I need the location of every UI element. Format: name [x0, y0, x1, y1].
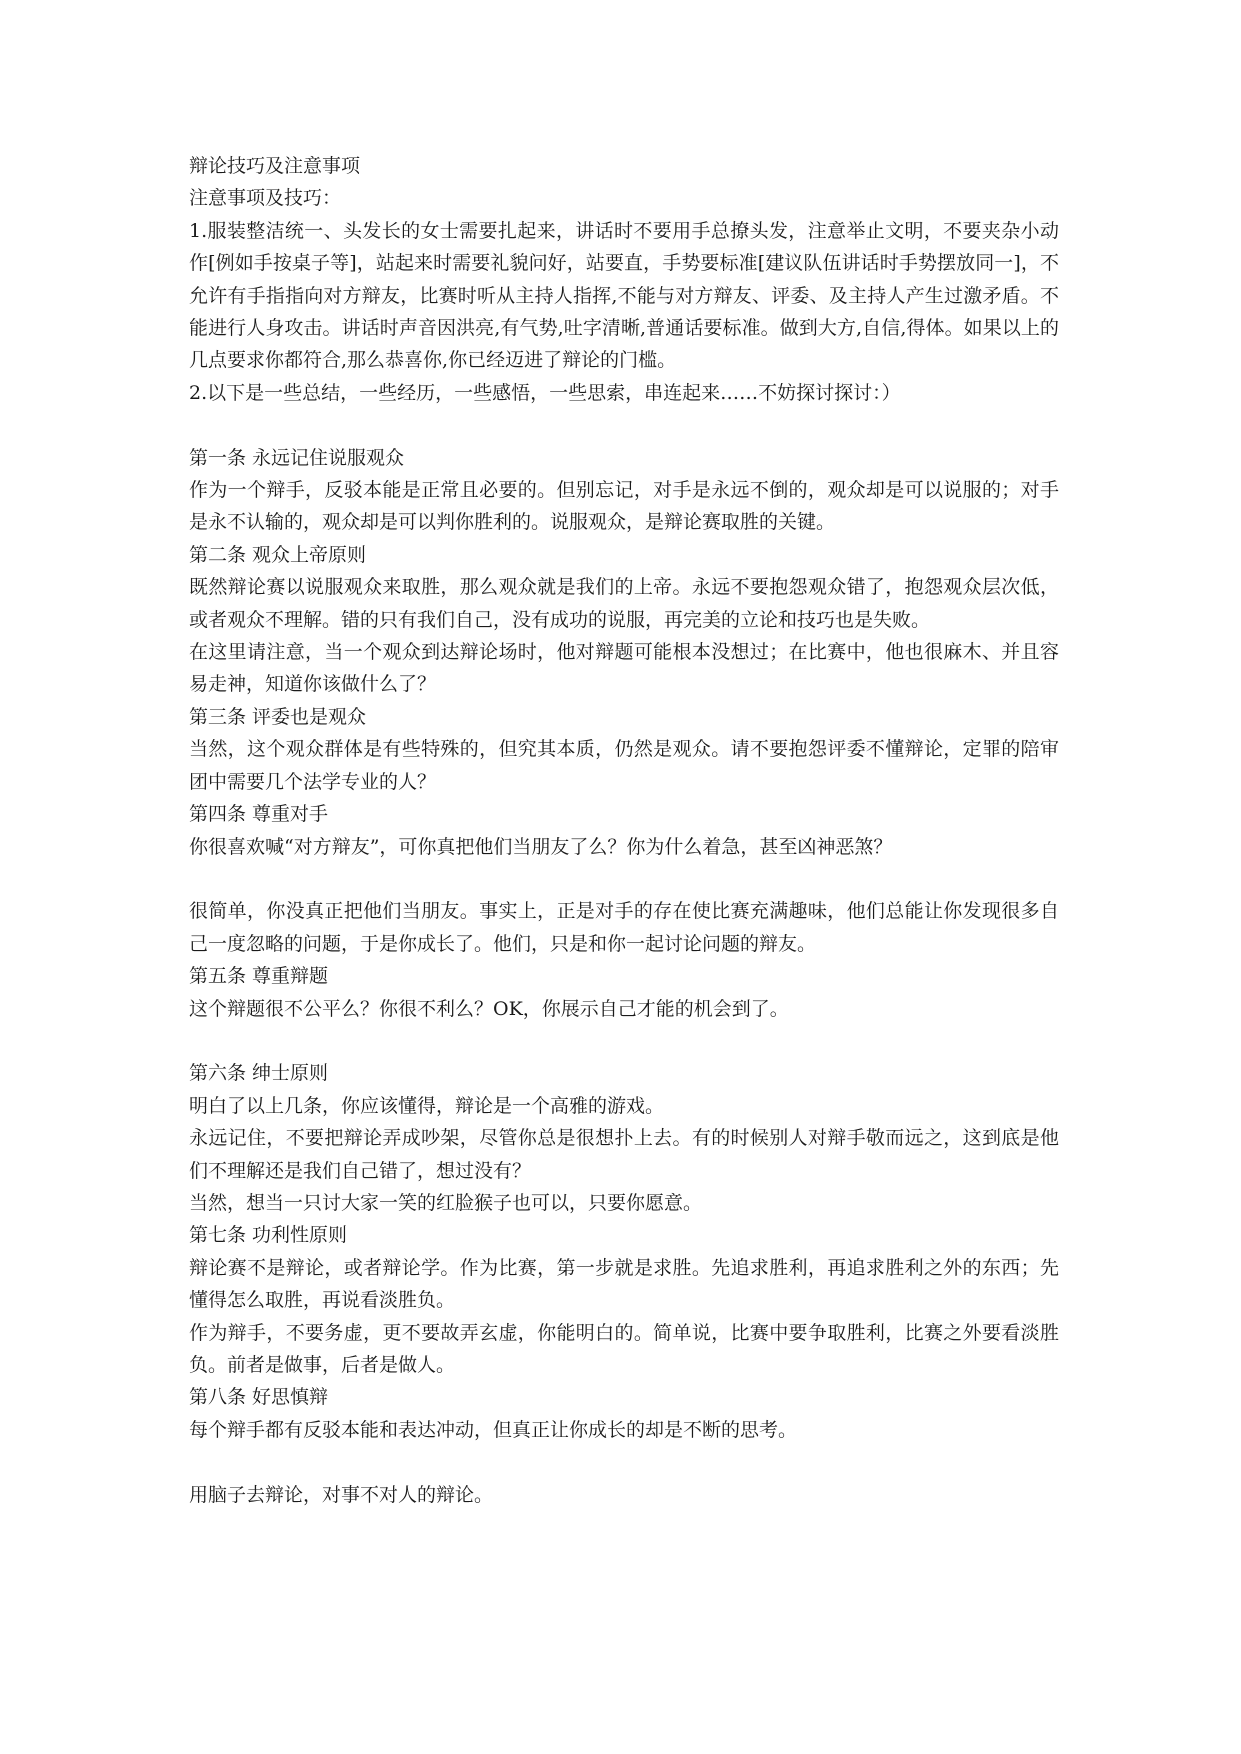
article-paragraph: 这个辩题很不公平么？你很不利么？OK，你展示自己才能的机会到了。 — [189, 997, 789, 1020]
intro-paragraph: 2.以下是一些总结，一些经历，一些感悟，一些思索，串连起来……不妨探讨探讨：） — [189, 381, 901, 404]
article-heading: 第七条 功利性原则 — [189, 1224, 348, 1247]
article-heading: 第一条 永远记住说服观众 — [189, 446, 405, 469]
article-paragraph: 在这里请注意，当一个观众到达辩论场时，他对辩题可能根本没想过；在比赛中，他也很麻木、并且容易走神，知道你该做什么了？ — [189, 641, 1059, 696]
article-paragraph: 用脑子去辩论，对事不对人的辩论。 — [189, 1483, 494, 1506]
article-paragraph: 作为辩手，不要务虚，更不要故弄玄虚，你能明白的。简单说，比赛中要争取胜利，比赛之外要看淡胜负。前者是做事，后者是做人。 — [189, 1321, 1059, 1376]
blank-line — [189, 1025, 1059, 1057]
blank-line — [189, 409, 1059, 441]
article-paragraph: 永远记住，不要把辩论弄成吵架，尽管你总是很想扑上去。有的时候别人对辩手敬而远之，这到底是他们不理解还是我们自己错了，想过没有？ — [189, 1127, 1059, 1182]
article-paragraph: 既然辩论赛以说服观众来取胜，那么观众就是我们的上帝。永远不要抱怨观众错了，抱怨观众层次低，或者观众不理解。错的只有我们自己，没有成功的说服，再完美的立论和技巧也是失败。 — [189, 576, 1059, 631]
document-subtitle: 注意事项及技巧： — [189, 187, 342, 210]
article-heading: 第四条 尊重对手 — [189, 803, 329, 826]
article-heading: 第八条 好思慎辩 — [189, 1386, 329, 1409]
article-paragraph: 明白了以上几条，你应该懂得，辩论是一个高雅的游戏。 — [189, 1094, 665, 1117]
article-paragraph: 很简单，你没真正把他们当朋友。事实上，正是对手的存在使比赛充满趣味，他们总能让你发现很多自己一度忽略的问题，于是你成长了。他们，只是和你一起讨论问题的辩友。 — [189, 900, 1059, 955]
document-title: 辩论技巧及注意事项 — [189, 155, 361, 177]
document-page — [189, 150, 1059, 1511]
article-paragraph: 作为一个辩手，反驳本能是正常且必要的。但别忘记，对手是永远不倒的，观众却是可以说服的；对手是永不认输的，观众却是可以判你胜利的。说服观众，是辩论赛取胜的关键。 — [189, 479, 1059, 534]
article-paragraph: 当然，想当一只讨大家一笑的红脸猴子也可以，只要你愿意。 — [189, 1191, 703, 1214]
article-paragraph: 辩论赛不是辩论，或者辩论学。作为比赛，第一步就是求胜。先追求胜利，再追求胜利之外的东西；先懂得怎么取胜，再说看淡胜负。 — [189, 1256, 1059, 1312]
article-paragraph: 每个辩手都有反驳本能和表达冲动，但真正让你成长的却是不断的思考。 — [189, 1418, 798, 1441]
article-heading: 第三条 评委也是观众 — [189, 705, 367, 728]
article-paragraph: 当然，这个观众群体是有些特殊的，但究其本质，仍然是观众。请不要抱怨评委不懂辩论，定罪的陪审团中需要几个法学专业的人？ — [189, 738, 1059, 793]
blank-line — [189, 1446, 1059, 1478]
article-heading: 第六条 绅士原则 — [189, 1062, 329, 1085]
article-heading: 第五条 尊重辩题 — [189, 965, 329, 988]
blank-line — [189, 863, 1059, 895]
article-paragraph: 你很喜欢喊“对方辩友”，可你真把他们当朋友了么？你为什么着急，甚至凶神恶煞？ — [189, 835, 893, 858]
intro-paragraph: 1.服装整洁统一、头发长的女士需要扎起来，讲话时不要用手总撩头发，注意举止文明，不要夹杂小动作[例如手按桌子等]，站起来时需要礼貌问好，站要直，手势要标准[建议队伍讲话时手势摆放同一]，不允许有手指指向对方辩友，比赛时听从主持人指挥,不能与对方辩友、评委、及主持人产生过激矛盾。不能进行人身攻击。讲话时声音因洪亮,有气势,吐字清晰,普通话要标准。做到大方,自信,得体。如果以上的几点要求你都符合,那么恭喜你,你已经迈进了辩论的门槛。 — [189, 219, 1059, 372]
article-heading: 第二条 观众上帝原则 — [189, 543, 367, 566]
